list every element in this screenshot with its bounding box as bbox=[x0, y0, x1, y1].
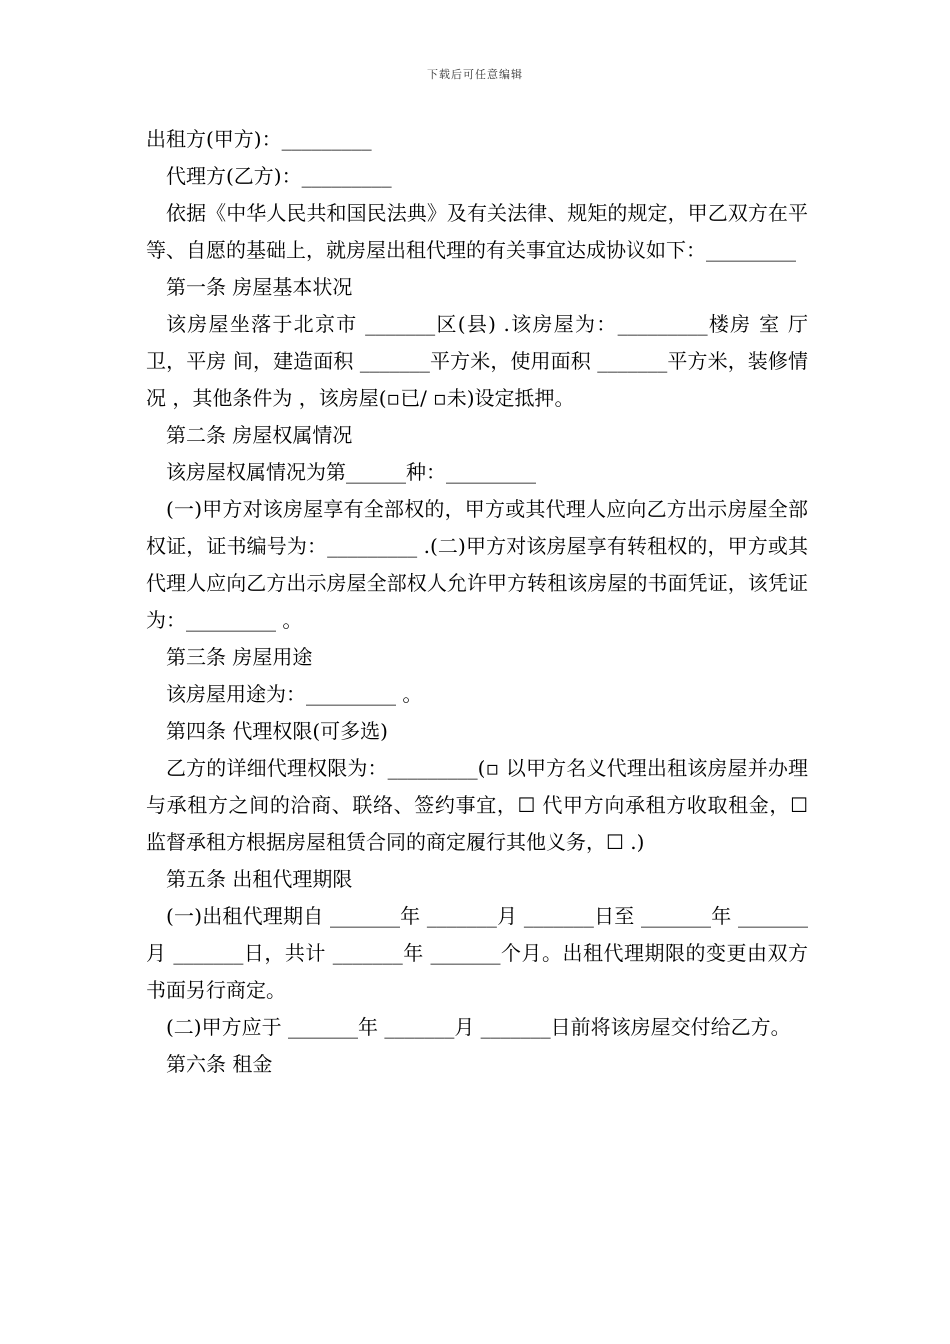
document-body bbox=[146, 121, 808, 1083]
page-header: 下载后可任意编辑 bbox=[427, 68, 523, 81]
agent-line: 代理方(乙方)：_________ bbox=[166, 164, 392, 188]
article-6-heading: 第六条 租金 bbox=[166, 1052, 273, 1076]
article-5-clause-1: (一)出租代理期自 _______年 _______月 _______日至 _______年 _______月 _______日，共计 _______年 _______个月。出租代理期限的变更由双方书面另行商定。 bbox=[146, 904, 808, 1002]
lessor-line: 出租方(甲方)：_________ bbox=[146, 127, 372, 151]
article-3-body: 该房屋用途为：_________ 。 bbox=[166, 682, 423, 706]
preamble-paragraph: 依据《中华人民共和国民法典》及有关法律、规矩的规定，甲乙双方在平等、自愿的基础上，就房屋出租代理的有关事宜达成协议如下：_________ bbox=[146, 201, 808, 262]
article-5-heading: 第五条 出租代理期限 bbox=[166, 867, 353, 891]
article-4-heading: 第四条 代理权限(可多选) bbox=[166, 719, 388, 743]
article-4-body: 乙方的详细代理权限为：_________(▫ 以甲方名义代理出租该房屋并办理与承租方之间的洽商、联络、签约事宜，☐ 代甲方向承租方收取租金，☐ 监督承租方根据房屋租赁合同的商定履行其他义务，☐ .) bbox=[146, 756, 808, 854]
article-2-heading: 第二条 房屋权属情况 bbox=[166, 423, 353, 447]
article-1-heading: 第一条 房屋基本状况 bbox=[166, 275, 353, 299]
article-1-body: 该房屋坐落于北京市 _______区(县) .该房屋为：_________楼房 室 厅 卫，平房 间，建造面积 _______平方米，使用面积 _______平方米，装修情况 ，其他条件为 ，该房屋(▫已/ ▫未)设定抵押。 bbox=[146, 312, 808, 410]
article-3-heading: 第三条 房屋用途 bbox=[166, 645, 313, 669]
article-2-body: 该房屋权属情况为第______种：_________ bbox=[166, 460, 536, 484]
article-5-clause-2: (二)甲方应于 _______年 _______月 _______日前将该房屋交付给乙方。 bbox=[166, 1015, 791, 1039]
article-2-clauses: (一)甲方对该房屋享有全部权的，甲方或其代理人应向乙方出示房屋全部权证，证书编号为：_________ .(二)甲方对该房屋享有转租权的，甲方或其代理人应向乙方出示房屋全部权人允许甲方转租该房屋的书面凭证，该凭证为：_________ 。 bbox=[146, 497, 808, 632]
